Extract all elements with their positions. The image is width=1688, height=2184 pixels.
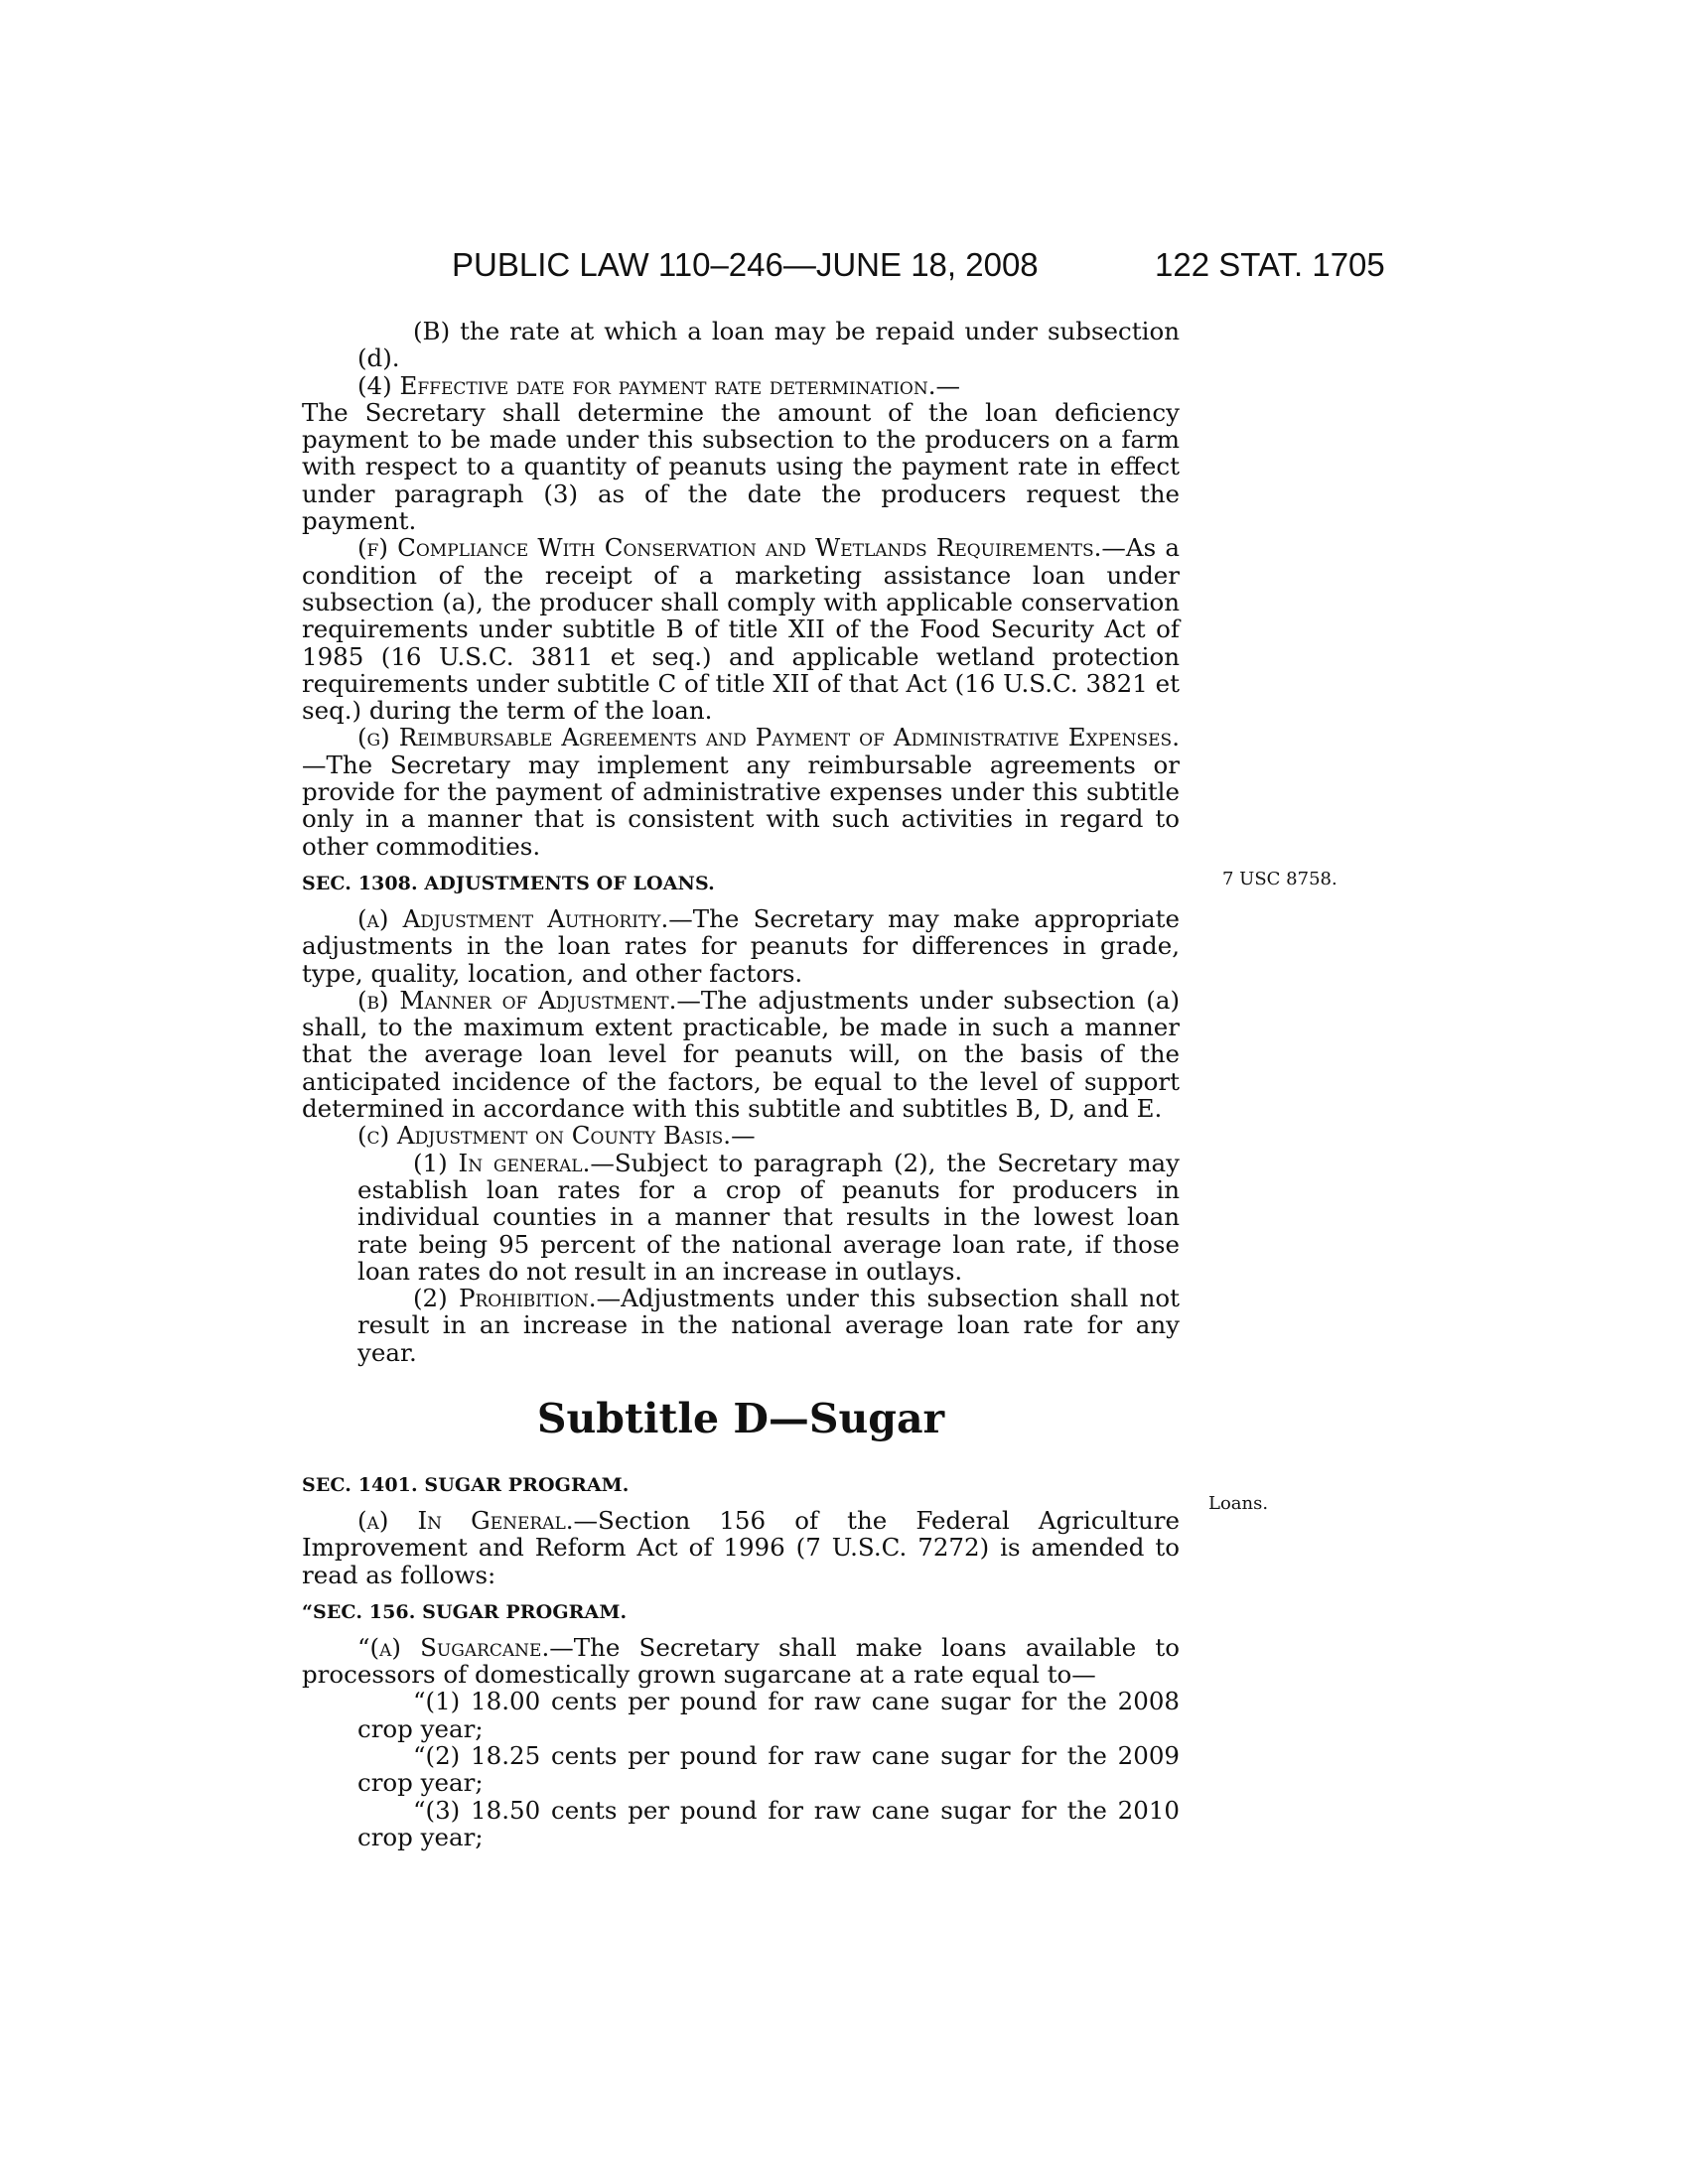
paragraph-156-a-1: “(1) 18.00 cents per pound for raw cane sugar for the 2008 crop year;	[357, 1687, 1180, 1743]
paragraph-f-heading: (f) Compliance With Conservation and Wetlands Requirements.	[357, 533, 1102, 563]
paragraph-1308-a-heading: (a) Adjustment Authority.	[357, 903, 669, 933]
paragraph-4-heading	[302, 372, 1180, 399]
paragraph-g-body: —The Secretary may implement any reimbursable agreements or provide for the payment of administrative expenses under this subtitle only in a manner that is consistent with such activities in regard to other commodities.	[302, 750, 1180, 861]
body-text	[302, 318, 1180, 1850]
paragraph-1308-c-heading: (c) Adjustment on County Basis.—	[357, 1121, 756, 1151]
section-1401-heading: SEC. 1401. SUGAR PROGRAM.	[302, 1473, 630, 1496]
paragraph-1308-b	[302, 987, 1180, 1122]
paragraph-1308-c	[302, 1122, 1180, 1149]
paragraph-1308-a	[302, 905, 1180, 987]
paragraph-1308-c-2-heading: (2) Prohibition.	[413, 1284, 597, 1313]
running-header-stat: 122 STAT. 1705	[1155, 246, 1385, 283]
paragraph-f	[302, 534, 1180, 724]
paragraph-156-a-body: —The Secretary shall make loans available to processors of domestically grown sugarcane at a rate equal to—	[302, 1632, 1180, 1690]
paragraph-156-a-3: “(3) 18.50 cents per pound for raw cane sugar for the 2010 crop year;	[357, 1795, 1180, 1851]
paragraph-g	[302, 724, 1180, 859]
paragraph-1401-a-body: —Section 156 of the Federal Agriculture Improvement and Reform Act of 1996 (7 U.S.C. 7272) is amended to read as follows:	[302, 1505, 1180, 1589]
paragraph-1308-c-1-body: —Subject to paragraph (2), the Secretary may establish loan rates for a crop of peanuts for producers in individual counties in a manner that results in the lowest loan rate being 95 percent of the national average loan rate, if those loan rates do not result in an increase in outlays.	[357, 1148, 1180, 1286]
paragraph-1401-a-heading: (a) In General.	[357, 1505, 574, 1535]
paragraph-156-a-2: “(2) 18.25 cents per pound for raw cane sugar for the 2009 crop year;	[357, 1741, 1180, 1798]
paragraph-1308-a-body: —The Secretary may make appropriate adjustments in the loan rates for peanuts for differences in grade, type, quality, location, and other factors.	[302, 903, 1180, 988]
section-1308-heading: SEC. 1308. ADJUSTMENTS OF LOANS.	[302, 872, 715, 894]
paragraph-1308-b-body: —The adjustments under subsection (a) shall, to the maximum extent practicable, be made in such a manner that the average loan level for peanuts will, on the basis of the anticipated incidence of the factors, be equal to the level of support determined in accordance with this subtitle and subtitles B, D, and E.	[302, 985, 1181, 1124]
paragraph-4-body: The Secretary shall determine the amount of the loan deficiency payment to be made under this subsection to the producers on a farm with respect to a quantity of peanuts using the payment rate in effect under paragraph (3) as of the date the producers request the payment.	[302, 397, 1180, 536]
paragraph-1308-c-1	[302, 1150, 1180, 1285]
paragraph-1308-c-1-heading: (1) In general.	[413, 1148, 591, 1177]
paragraph-g-heading: (g) Reimbursable Agreements and Payment of Administrative Expenses.	[357, 723, 1180, 752]
paragraph-1401-a	[302, 1507, 1180, 1588]
section-156-heading: “SEC. 156. SUGAR PROGRAM.	[302, 1600, 628, 1623]
paragraph-156-a	[302, 1634, 1180, 1689]
paragraph-156-a-heading: “(a) Sugarcane.	[357, 1632, 550, 1662]
running-header-law: PUBLIC LAW 110–246—JUNE 18, 2008	[452, 246, 1039, 283]
paragraph-1308-c-2-body: —Adjustments under this subsection shall not result in an increase in the national average loan rate for any year.	[357, 1284, 1180, 1367]
margin-note-loans: Loans.	[1208, 1493, 1269, 1514]
paragraph-1308-c-2	[302, 1285, 1180, 1366]
margin-note-usc: 7 USC 8758.	[1222, 869, 1337, 889]
paragraph-4-heading-text: (4) Effective date for payment rate determination.—	[357, 370, 961, 400]
paragraph-b: (B) the rate at which a loan may be repaid under subsection (d).	[357, 317, 1180, 373]
paragraph-f-body: —As a condition of the receipt of a marketing assistance loan under subsection (a), the producer shall comply with applicable conservation requirements under subtitle B of title XII of the Food Security Act of 1985 (16 U.S.C. 3811 et seq.) and applicable wetland protection requirements under subtitle C of title XII of that Act (16 U.S.C. 3821 et seq.) during the term of the loan.	[302, 533, 1180, 726]
subtitle-heading: Subtitle D—Sugar	[536, 1394, 945, 1442]
paragraph-1308-b-heading: (b) Manner of Adjustment.	[357, 985, 677, 1015]
